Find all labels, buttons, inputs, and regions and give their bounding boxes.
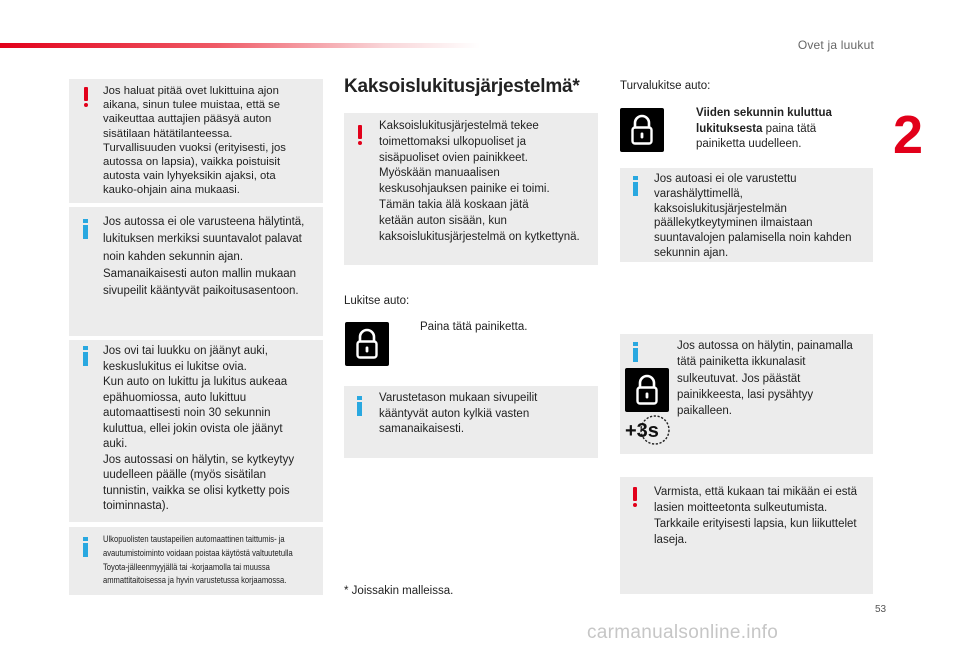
info-icon	[633, 176, 638, 196]
warning-icon	[83, 87, 89, 107]
info-icon	[83, 219, 88, 239]
warning-icon	[632, 487, 638, 507]
lock-button-icon	[345, 322, 389, 366]
warning-text: Jos haluat pitää ovet lukittuina ajon aikana, sinun tulee muistaa, että se vaikeuttaa auttajien pääsyä auton sisätilaan hätätilanteessa. Turvallisuuden vuoksi (erityisesti, jos autossa on lapsia), vaikka poistuisit autosta vain lyhyeksikin ajaksi, ota kauko-ohjain aina mukaasi.	[103, 85, 286, 197]
info-box-mirrors-fold	[344, 386, 598, 458]
section-title: Ovet ja luukut	[797, 38, 874, 52]
hold-3s-label: +3s	[625, 420, 659, 442]
lock-button-icon	[625, 368, 669, 412]
superlock-step-text	[696, 106, 866, 153]
info-icon	[357, 396, 362, 416]
info-icon	[83, 537, 88, 557]
warning-text: Varmista, että kukaan tai mikään ei estä lasien moitteetonta sulkeutumista. Tarkkaile erityisesti lapsia, kun liikuttelet laseja.	[654, 486, 858, 546]
info-text: Jos autoasi ei ole varustettu varashälyttimellä, kaksoislukitusjärjestelmän päällekytkeytyminen ilmaistaan suuntavalojen palamisella noin kahden sekunnin ajan.	[654, 173, 852, 259]
warning-box-keep-doors-locked	[69, 79, 323, 203]
warning-box-deadlock	[344, 113, 598, 265]
lock-button-icon	[620, 108, 664, 152]
warning-text: Kaksoislukitusjärjestelmä tekee toimettomaksi ulkopuoliset ja sisäpuoliset ovien painikkeet. Myöskään manuaalisen keskusohjauksen painike ei toimi. Tämän takia älä koskaan jätä ketään auton sisään, kun kaksoislukitusjärjestelmä on kytkettynä.	[379, 120, 580, 243]
step-bold-text: Viiden sekunnin kuluttua lukituksesta	[696, 107, 832, 135]
info-box-auto-relock	[69, 340, 323, 522]
warning-box-window-obstruction	[620, 477, 873, 594]
info-text: Jos autossa on hälytin, painamalla tätä painiketta ikkunalasit sulkeutuvat. Jos päästät painikkeesta, lasi pysähtyy paikalleen.	[677, 340, 853, 418]
warning-icon	[357, 125, 363, 145]
info-text: Jos ovi tai luukku on jäänyt auki, keskuslukitus ei lukitse ovia. Kun auto on lukittu ja lukitus aukeaa epähuomiossa, auto lukittuu automaattisesti noin 30 sekunnin kuluttua, ellei jokin ovista ole jäänyt auki. Jos autossasi on hälytin, se kytkeytyy uudelleen päälle (myös sisätilan tunnistin, vaikka se olisi kytketty pois toiminnasta).	[103, 345, 295, 512]
info-text: Ulkopuolisten taustapeilien automaattinen taittumis- ja avautumistoiminto voidaan poistaa käytöstä valtuutetulla Toyota-jälleenmyyjällä tai -korjaamolla tai muussa ammattitaitoisessa ja hyvin varustetussa korjaamossa.	[103, 534, 293, 587]
press-button-text: Paina tätä painiketta.	[420, 321, 528, 333]
info-box-turn-signals	[69, 207, 323, 336]
hold-3s-icon	[624, 414, 670, 446]
page-heading: Kaksoislukitusjärjestelmä*	[344, 76, 580, 97]
info-box-no-alarm	[620, 168, 873, 262]
chapter-number: 2	[893, 105, 924, 165]
footnote: * Joissakin malleissa.	[344, 585, 454, 597]
header-accent-bar	[0, 43, 480, 48]
info-icon	[633, 342, 638, 362]
info-text: Jos autossa ei ole varusteena hälytintä, lukituksen merkiksi suuntavalot palavat noin kahden sekunnin ajan. Samanaikaisesti auton mallin mukaan sivupeilit kääntyvät paikoitusasentoon.	[103, 216, 305, 298]
info-icon	[83, 346, 88, 366]
lock-car-label: Lukitse auto:	[344, 295, 410, 307]
info-box-windows-close	[620, 334, 873, 454]
info-text: Varustetason mukaan sivupeilit kääntyvät auton kylkiä vasten samanaikaisesti.	[379, 392, 538, 436]
superlock-intro: Turvalukitse auto:	[620, 80, 711, 92]
page-number: 53	[875, 604, 887, 615]
info-box-mirror-folding	[69, 527, 323, 595]
step-rest-text: paina tätä painiketta uudelleen.	[696, 122, 817, 151]
watermark: carmanualsonline.info	[587, 622, 779, 643]
